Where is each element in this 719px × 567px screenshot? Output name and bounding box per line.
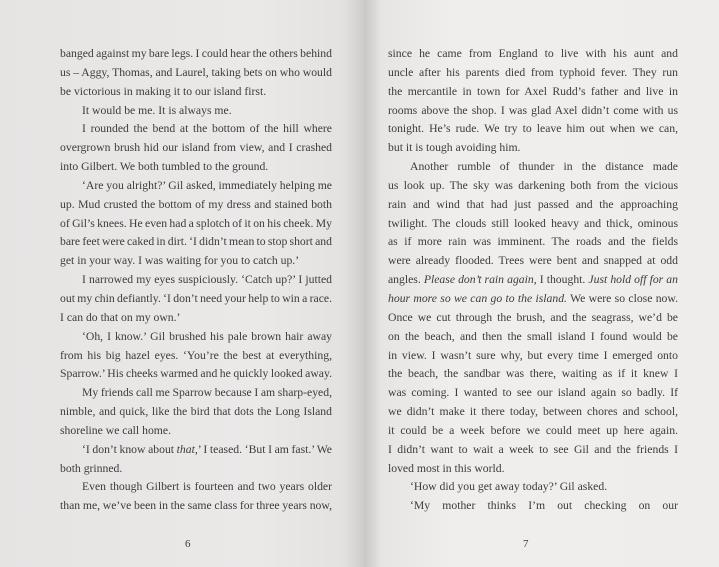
line-text: twilight. The clouds still looked heavy and thick, ominous	[388, 216, 678, 230]
line-text: us look up. The sky was darkening both from the vicious	[388, 178, 678, 192]
text-line	[60, 139, 332, 158]
italic-text: Please don’t rain again,	[423, 273, 537, 287]
text-segment: ’ I teased. ‘But I am fast.’ We	[197, 442, 332, 456]
line-text: us – Aggy, Thomas, and Laurel, taking bets on who would	[60, 65, 332, 79]
line-text: than me, we’ve been in the same class for three years now,	[60, 499, 332, 513]
text-line	[388, 64, 678, 83]
paragraph	[60, 271, 332, 328]
text-line	[60, 441, 332, 460]
line-text: into Gilbert. We both tumbled to the ground.	[60, 160, 269, 174]
page-text	[388, 45, 678, 516]
text-line	[60, 290, 332, 309]
line-text: the mercantile in town for Axel Rudd’s father and live in	[388, 84, 678, 98]
paragraph	[388, 45, 678, 158]
text-line	[60, 215, 332, 234]
line-text: Once we cut through the brush, and the seagrass, we’d be	[388, 310, 678, 324]
text-line	[388, 120, 678, 139]
line-text	[82, 443, 332, 456]
text-line	[60, 460, 332, 479]
line-text: ‘My mother thinks I’m out checking on our	[410, 499, 678, 513]
text-line	[388, 328, 678, 347]
text-line	[60, 309, 332, 328]
text-line	[60, 365, 332, 384]
line-text: get in your way. I was waiting for you to catch up.’	[60, 254, 300, 268]
line-text: from his big hazel eyes. ‘You’re the best at everything,	[60, 348, 332, 362]
text-line	[60, 497, 332, 516]
paragraph	[60, 45, 332, 102]
text-segment: angles.	[388, 273, 424, 287]
paragraph	[388, 478, 678, 497]
text-line	[388, 497, 678, 516]
page-number: 6	[185, 538, 191, 550]
text-line	[60, 347, 332, 366]
right-page	[364, 0, 719, 567]
line-text: loved most in this world.	[388, 461, 505, 475]
text-line	[388, 460, 678, 479]
text-line	[60, 478, 332, 497]
line-text: rooms above the shop. I was glad Axel didn’t come with us	[388, 103, 678, 117]
text-line	[388, 177, 678, 196]
line-text: It would be me. It is always me.	[82, 103, 232, 117]
line-text: tonight. He’s rude. We try to leave him out when we can,	[388, 122, 678, 136]
text-line	[388, 403, 678, 422]
text-line	[60, 177, 332, 196]
text-segment: We were so close now.	[566, 291, 678, 305]
line-text: I narrowed my eyes suspiciously. ‘Catch up?’ I jutted	[82, 273, 332, 287]
text-line	[60, 83, 332, 102]
line-text: shoreline we call home.	[60, 423, 171, 437]
text-line	[388, 309, 678, 328]
text-line	[60, 384, 332, 403]
line-text: in view. I wasn’t sure why, but every time I emerged onto	[388, 348, 678, 362]
text-line	[388, 45, 678, 64]
text-line	[388, 384, 678, 403]
text-segment: I thought.	[536, 273, 589, 287]
paragraph	[60, 384, 332, 441]
text-line	[388, 252, 678, 271]
text-line	[60, 271, 332, 290]
line-text: it could be a week before we could meet up here again.	[388, 423, 678, 437]
line-text: but it is tough avoiding him.	[388, 141, 521, 155]
text-line	[388, 83, 678, 102]
line-text: the beach, the sandbar was there, waiting as if it knew I	[388, 367, 678, 381]
page-text	[60, 45, 332, 516]
italic-text: hour more so we can go to the island.	[388, 291, 567, 305]
text-line	[388, 422, 678, 441]
text-line	[388, 441, 678, 460]
line-text: rain and wind that had just passed and the approaching	[388, 197, 678, 211]
paragraph	[60, 177, 332, 271]
line-text: as if more rain was imminent. The roads and the fields	[388, 235, 678, 249]
line-text: since he came from England to live with his aunt and	[388, 47, 678, 60]
text-line	[60, 120, 332, 139]
line-text: were already flooded. Trees were bent and snapped at odd	[388, 254, 678, 268]
line-text: My friends call me Sparrow because I am sharp-eyed,	[82, 386, 332, 400]
line-text: out my chin defiantly. ‘I don’t need your help to win a race.	[60, 291, 332, 305]
text-line	[60, 45, 332, 64]
text-segment: ‘I don’t know about	[82, 442, 177, 456]
line-text: on the beach, and then the small island I found would be	[388, 329, 678, 343]
line-text: both grinned.	[60, 461, 123, 475]
text-line	[60, 252, 332, 271]
line-text	[388, 273, 678, 286]
text-line	[388, 233, 678, 252]
line-text: Even though Gilbert is fourteen and two years older	[82, 480, 332, 494]
line-text: bare feet were caked in dirt. ‘I didn’t mean to stop short and	[60, 235, 332, 249]
line-text: I rounded the bend at the bottom of the hill where	[82, 122, 332, 136]
text-line	[60, 403, 332, 422]
text-line	[388, 215, 678, 234]
italic-text: Just hold off for an	[588, 273, 678, 287]
paragraph	[60, 328, 332, 385]
text-line	[60, 64, 332, 83]
text-line	[60, 102, 332, 121]
text-line	[388, 365, 678, 384]
line-text: we didn’t make it there today, between chores and school,	[388, 405, 678, 419]
line-text: was coming. I wanted to see our island again so badly. If	[388, 386, 678, 400]
text-line	[60, 196, 332, 215]
line-text: uncle after his parents died from typhoid fever. They run	[388, 65, 678, 79]
paragraph	[60, 102, 332, 121]
text-line	[388, 478, 678, 497]
line-text: ‘How did you get away today?’ Gil asked.	[410, 480, 608, 494]
paragraph	[60, 478, 332, 516]
line-text: overgrown brush hid our island from view, and I crashed	[60, 141, 332, 155]
text-line	[60, 422, 332, 441]
line-text: nimble, and quick, like the bird that dots the Long Island	[60, 405, 332, 419]
text-line	[388, 271, 678, 290]
line-text: up. Mud crusted the bottom of my dress and stained both	[60, 197, 332, 211]
text-line	[388, 196, 678, 215]
line-text: I didn’t want to wait a week to see Gil and the friends I	[388, 442, 678, 456]
line-text: banged against my bare legs. I could hear the others behind	[60, 47, 332, 60]
line-text: Another rumble of thunder in the distance made	[410, 160, 678, 174]
text-line	[388, 139, 678, 158]
line-text: ‘Oh, I know.’ Gil brushed his pale brown hair away	[82, 329, 332, 343]
paragraph	[388, 158, 678, 478]
line-text	[388, 292, 678, 305]
page-number: 7	[523, 538, 529, 550]
text-line	[388, 158, 678, 177]
text-line	[388, 290, 678, 309]
paragraph	[60, 120, 332, 177]
paragraph	[60, 441, 332, 479]
paragraph	[388, 497, 678, 516]
text-line	[388, 347, 678, 366]
italic-text: that,	[176, 442, 198, 456]
line-text: I can do that on my own.’	[60, 310, 181, 324]
text-line	[60, 328, 332, 347]
text-line	[60, 158, 332, 177]
line-text: be victorious in making it to our island first.	[60, 84, 267, 98]
line-text: of Gil’s knees. He even had a splotch of it on his cheek. My	[60, 216, 332, 230]
text-line	[388, 102, 678, 121]
line-text: Sparrow.’ His cheeks warmed and he quickly looked away.	[60, 367, 332, 381]
line-text: ‘Are you alright?’ Gil asked, immediately helping me	[82, 178, 332, 192]
text-line	[60, 233, 332, 252]
